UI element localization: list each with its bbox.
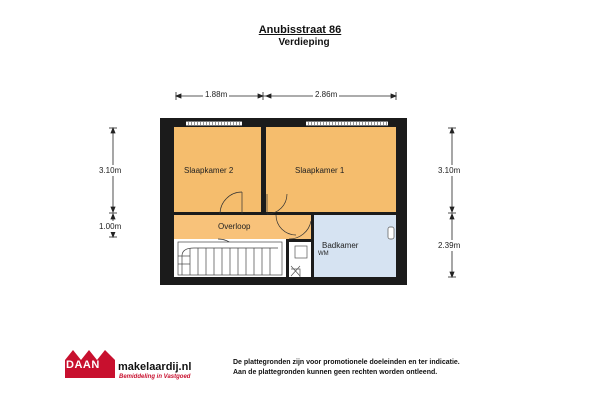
disclaimer-line1: De plattegronden zijn voor promotionele doeleinden en ter indicatie. — [233, 359, 460, 366]
logo-tagline: Bemiddeling in Vastgoed — [119, 374, 191, 380]
logo-daan-text: DAAN — [66, 359, 100, 371]
label-badkamer: Badkamer — [322, 241, 359, 250]
label-overloop: Overloop — [218, 222, 251, 231]
stairs — [178, 242, 282, 275]
logo-house-icon — [63, 348, 117, 378]
door-swing-landing — [276, 215, 296, 235]
company-logo — [63, 348, 223, 382]
floorplan — [160, 118, 407, 285]
floorplan-details — [160, 118, 407, 285]
wm-box — [295, 246, 307, 258]
label-slaapkamer2: Slaapkamer 2 — [184, 166, 234, 175]
washbasin — [388, 227, 394, 239]
dim-label-top-left: 1.88m — [205, 90, 228, 99]
door-swing-slaapkamer1 — [267, 194, 287, 214]
dim-label-left-top: 3.10m — [99, 166, 122, 175]
door-swing-slaapkamer2 — [220, 192, 242, 214]
dim-label-left-bottom: 1.00m — [99, 222, 122, 231]
label-wm: WM — [318, 251, 329, 257]
wm-bracket — [291, 269, 300, 277]
door-swing-badkamer — [289, 221, 311, 239]
logo-makelaardij-text: makelaardij.nl — [118, 361, 192, 373]
dim-label-right-bottom: 2.39m — [438, 241, 461, 250]
label-slaapkamer1: Slaapkamer 1 — [295, 166, 345, 175]
page-title: Anubisstraat 86 — [258, 24, 342, 36]
page-subtitle: Verdieping — [278, 37, 330, 48]
disclaimer-line2: Aan de plattegronden kunnen geen rechten worden ontleend. — [233, 369, 438, 376]
dim-label-top-right: 2.86m — [315, 90, 338, 99]
dim-label-right-top: 3.10m — [438, 166, 461, 175]
